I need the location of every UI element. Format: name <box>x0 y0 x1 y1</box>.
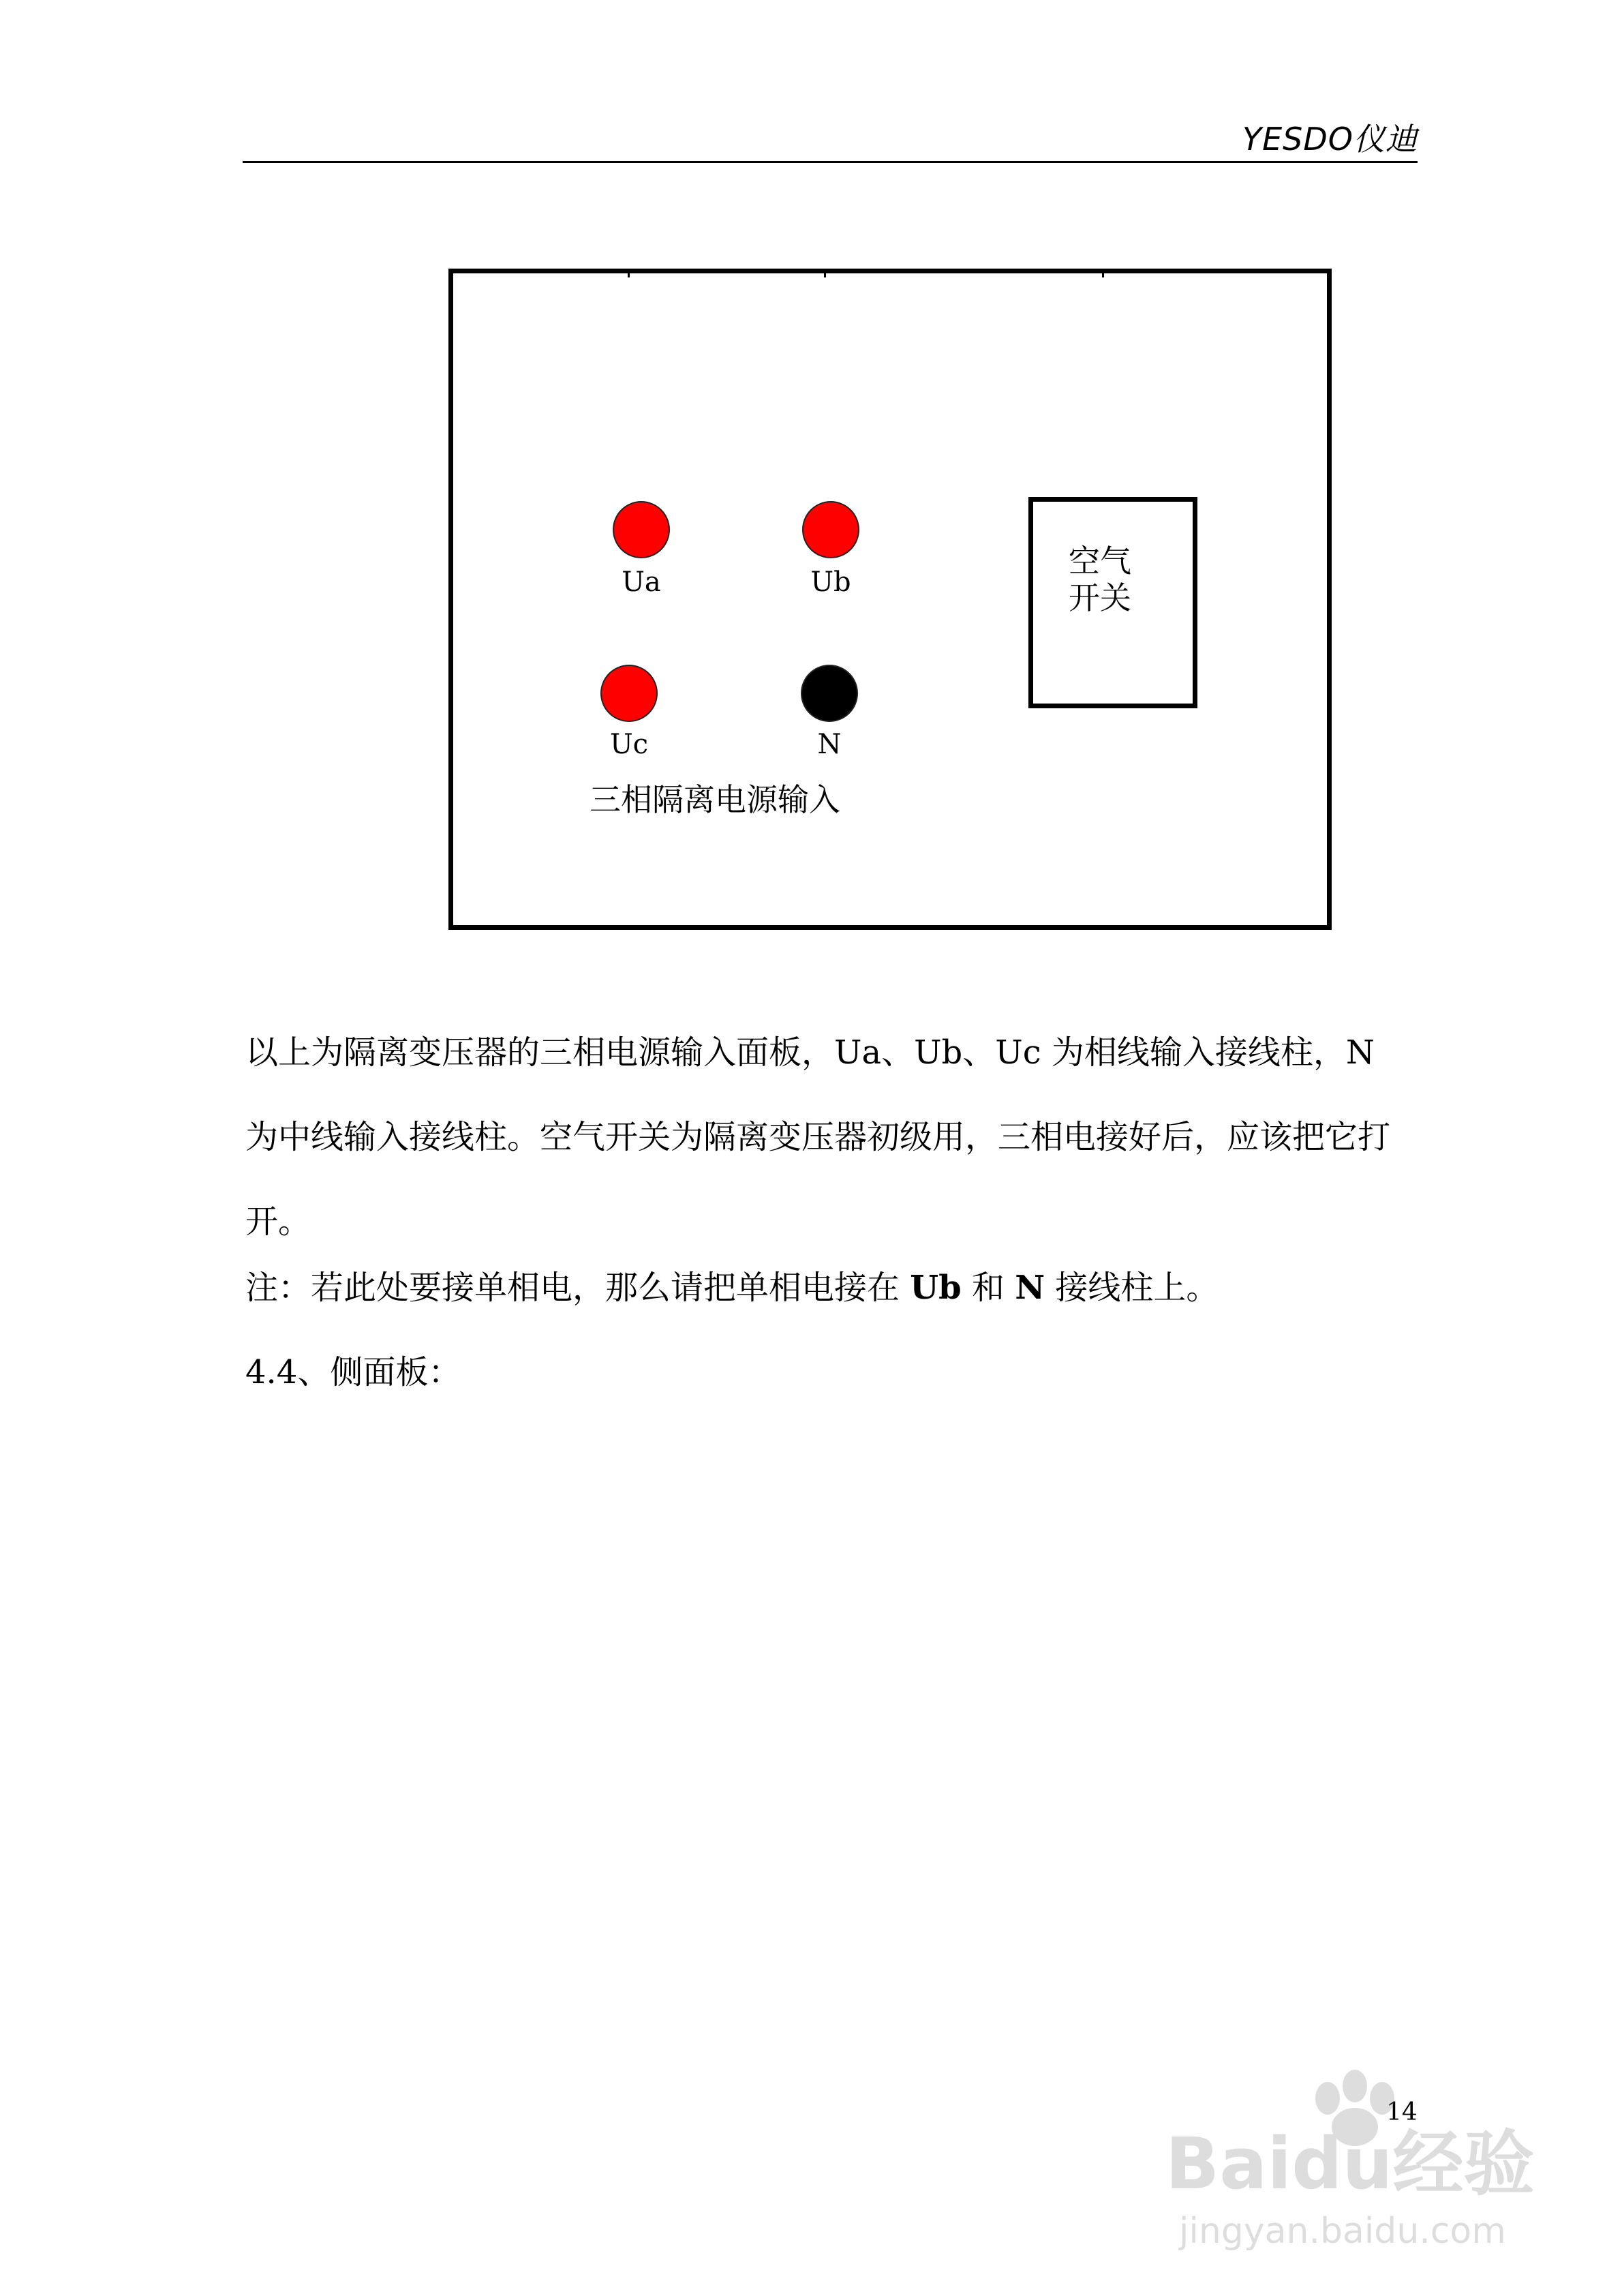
terminal-n <box>801 665 858 722</box>
note-and: 和 <box>971 1269 1005 1307</box>
air-switch-label-line1: 空气 <box>1069 543 1131 579</box>
terminal-ub <box>802 501 859 558</box>
watermark-brand: Baidu经验 <box>1165 2122 1533 2205</box>
terminal-uc <box>600 665 658 722</box>
paw-icon <box>1152 2059 1533 2256</box>
page-number: 14 <box>1386 2098 1418 2126</box>
header-rule <box>243 161 1418 163</box>
note-prefix: 注：若此处要接单相电，那么请把单相电接在 <box>245 1269 900 1307</box>
terminal-uc-label: Uc <box>609 729 649 760</box>
watermark-url: jingyan.baidu.com <box>1179 2211 1506 2252</box>
air-switch-label <box>1069 543 1131 616</box>
terminal-ua-label: Ua <box>622 567 661 598</box>
note-ub: Ub <box>910 1269 962 1307</box>
note-suffix: 接线柱上。 <box>1055 1269 1219 1307</box>
terminal-ua <box>613 501 670 558</box>
panel-tick <box>824 271 826 277</box>
panel-caption: 三相隔离电源输入 <box>590 781 840 818</box>
terminal-n-label: N <box>817 729 842 760</box>
panel-tick <box>1102 271 1104 277</box>
section-heading: 4.4、侧面板： <box>245 1353 461 1391</box>
baidu-watermark <box>1152 2059 1533 2256</box>
air-switch-label-line2: 开关 <box>1069 579 1131 616</box>
input-panel-diagram <box>448 269 1332 930</box>
body-paragraph: 以上为隔离变压器的三相电源输入面板，Ua、Ub、Uc 为相线输入接线柱，N 为中线输入接线柱。空气开关为隔离变压器初级用，三相电接好后，应该把它打开。 <box>245 1033 1391 1241</box>
panel-tick <box>628 271 630 277</box>
note-line <box>245 1261 1219 1308</box>
header-brand: YESDO仪迪 <box>1242 121 1418 157</box>
air-switch-box <box>1028 497 1197 708</box>
terminal-ub-label: Ub <box>810 567 851 598</box>
note-n: N <box>1015 1269 1045 1307</box>
